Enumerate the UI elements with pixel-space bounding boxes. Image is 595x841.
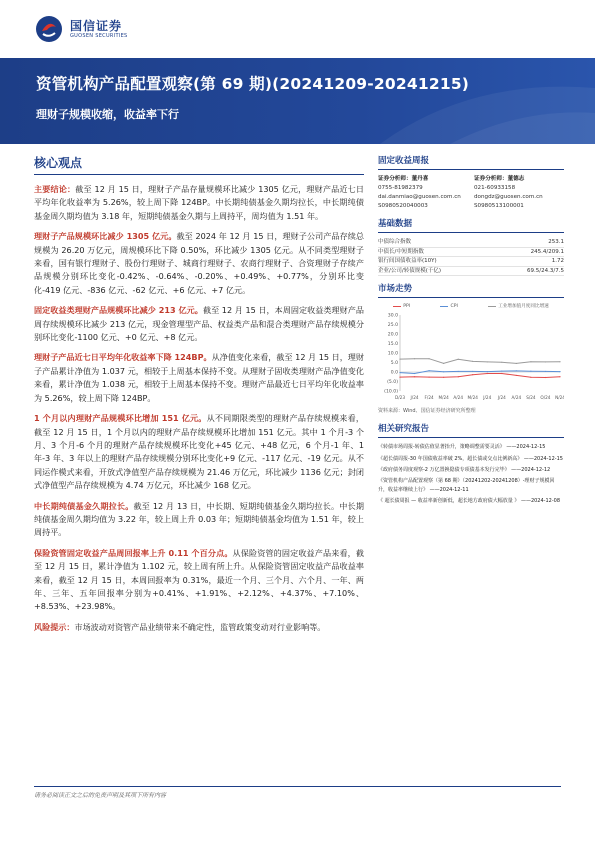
title-banner <box>0 58 595 144</box>
analyst-name: 证券分析师：董丹喜 <box>378 176 429 182</box>
x-tick-label: A/24 <box>453 395 463 401</box>
metric-label: 中债长/中短期指数 <box>378 248 424 255</box>
paragraph-body: 从不同期限类型的理财产品存续规模来看，截至 12 月 15 日，1 个月以内的理财产品存续规模环比增加 151 亿元。其中 1 个月-3 个月、3 个月-6 个月的理财产品存续规模环比变化+45 亿元、+48 亿元，6 个月-1 年、1 年-3 年、3 年以上的理财产品存续规模分别环比变化+9 亿元、-117 亿元、-19 亿元。从不同运作模式来看，开放式净值型产品存续规模为 21.46 万亿元，环比减少 1136 亿元；封闭式净值型产品存续规模为 4.74 万亿元，环比减少 168 亿元。 <box>34 413 364 491</box>
y-tick-label: 25.0 <box>387 323 398 329</box>
core-view-paragraph <box>34 621 364 634</box>
report-subtitle: 理财子规模收缩，收益率下行 <box>36 108 179 121</box>
series-point <box>487 362 488 363</box>
report-title: 资管机构产品配置观察(第 69 期)(20241209-20241215) <box>36 75 470 93</box>
y-tick-label: (5.0) <box>387 380 398 386</box>
metric-label: 企业/公司/转债规模(千亿) <box>378 267 441 274</box>
chart-legend <box>378 303 564 309</box>
core-view-paragraph <box>34 304 364 344</box>
paragraph-body: 截至 2024 年 12 月 15 日，理财子公司产品存续总规模为 26.20 万亿元，周规模环比下降 0.50%，环比减少 1305 亿元。从不同类型理财子来看，国有银行理财子、股份行理财子、城商行理财子、农商行理财子、合资理财子存续产品规模分别环比变化-0.42%、-0.64%、-0.20%、+0.49%、+0.77%，分别环比变化-419 亿元、-836 亿元、-62 亿元、+6 亿元、+7 亿元。 <box>34 231 364 295</box>
metric-label: 银行间国债收益率(10Y) <box>378 258 437 265</box>
series-point <box>458 359 459 360</box>
analyst-phone: 021-60933158 <box>474 185 516 191</box>
sidebar <box>378 154 564 508</box>
series-point <box>487 373 488 374</box>
series-point <box>428 377 429 378</box>
analyst-phone: 0755-81982379 <box>378 185 423 191</box>
x-tick-label: J/24 <box>497 395 506 401</box>
x-tick-label: J/24 <box>483 395 492 401</box>
paragraph-body: 截至 12 月 13 日，中长期、短期纯债基金久期均拉长。中长期纯债基金周久期均值为 3.22 年，较上周上升 0.03 年；短期纯债基金均值为 1.51 年，较上周持平。 <box>34 500 364 538</box>
series-point <box>472 374 473 375</box>
company-logo <box>34 12 174 46</box>
market-trend-heading: 市场走势 <box>378 282 564 298</box>
series-point <box>545 362 546 363</box>
related-report-link[interactable]: 《资管机构产品配置观察（第 68 期）（20241202-20241208）-理财子规模回升，收益率继续上行》 ——2024-12-11 <box>378 478 555 493</box>
paragraph-lead: 风险提示： <box>34 621 75 632</box>
series-point <box>414 377 415 378</box>
core-view-paragraph <box>34 412 364 492</box>
related-report-link[interactable]: 《 超长债周报 — 收益率新创新低，超长地方政府债大幅放量 》 ——2024-12-08 <box>378 497 561 504</box>
basic-data-table <box>378 238 564 276</box>
logo-name-cn: 国信证券 <box>70 18 123 33</box>
paragraph-body: 从净值变化来看，截至 12 月 15 日，理财子产品累计净值为 1.037 元，相较于上周基本保持不变。从理财子固收类理财产品净值变化来看，累计净值为 1.038 元，相较于上周基本保持不变。理财产品最近七日平均年化收益率为 5.26%，较上周下降 124BP。 <box>34 352 364 403</box>
analyst-cert: S0980520040003 <box>378 203 428 209</box>
metric-row <box>378 257 564 267</box>
metric-value: 69.5/24.3/7.5 <box>527 267 564 274</box>
metric-row <box>378 248 564 258</box>
series-point <box>530 371 531 372</box>
basic-data-heading: 基础数据 <box>378 217 564 233</box>
series-point <box>428 370 429 371</box>
paragraph-lead: 理财子产品规模环比减少 1305 亿元。 <box>34 231 177 242</box>
series-point <box>559 371 560 372</box>
series-point <box>399 372 400 373</box>
series-line-2 <box>400 359 560 364</box>
market-trend-svg <box>378 311 564 403</box>
series-point <box>428 358 429 359</box>
related-report-link[interactable]: 《政府债务周度观察-2 万亿置换隐债专项债基本发行完毕》 ——2024-12-12 <box>378 466 551 473</box>
y-tick-label: 10.0 <box>387 351 398 357</box>
disclaimer-note: 请务必阅读正文之后的免责声明及其项下所有内容 <box>34 792 167 799</box>
series-point <box>443 363 444 364</box>
legend-item-cpi <box>440 303 457 309</box>
legend-swatch <box>440 306 448 308</box>
metric-row <box>378 267 564 277</box>
legend-item-ppi <box>393 303 410 309</box>
y-tick-label: 30.0 <box>387 313 398 319</box>
paragraph-lead: 主要结论： <box>34 184 76 194</box>
metric-value: 253.1 <box>548 239 564 245</box>
guosen-logo-icon <box>34 14 64 44</box>
paragraph-body: 从保险资管的固定收益产品来看，截至 12 月 15 日，累计净值为 1.102 元，较上周有所上升。从保险资管固定收益产品收益率来看，截至 12 月 15 日，本周回报率为 0.31%，最近一个月、三个月、六个月、一年、两年、三年、五年回报率分别为+0.41%、+1.91%、+2.12%、+4.37%、+7.10%、+8.53%、+23.98%。 <box>34 547 364 612</box>
core-view-paragraph <box>34 500 364 540</box>
analyst-email[interactable]: dongdz@guosen.com.cn <box>474 194 543 200</box>
series-point <box>399 359 400 360</box>
legend-item-industrial <box>488 303 549 309</box>
paragraph-body: 市场波动对资管产品业绩带来不确定性，监管政策变动对行业影响等。 <box>74 621 326 632</box>
series-point <box>516 371 517 372</box>
metric-label: 中债综合指数 <box>378 239 412 245</box>
core-view-paragraph <box>34 351 364 405</box>
analyst-cert: S0980513100001 <box>474 203 524 209</box>
series-point <box>399 377 400 378</box>
related-reports-heading: 相关研究报告 <box>378 422 564 438</box>
series-point <box>501 362 502 363</box>
logo-name-en: GUOSEN SECURITIES <box>70 32 128 39</box>
footer-divider <box>34 786 561 787</box>
series-point <box>458 377 459 378</box>
x-tick-label: N/24 <box>555 395 564 401</box>
x-tick-label: O/24 <box>540 395 551 401</box>
chart-source: 资料来源：Wind、国信证券经济研究所整理 <box>378 408 476 415</box>
series-point <box>414 373 415 374</box>
series-point <box>414 358 415 359</box>
series-point <box>545 371 546 372</box>
series-point <box>458 371 459 372</box>
market-trend-chart <box>378 311 564 403</box>
x-tick-label: F/24 <box>424 395 434 401</box>
series-point <box>516 375 517 376</box>
x-tick-label: A/24 <box>511 395 522 401</box>
x-tick-label: S/24 <box>526 395 536 401</box>
legend-label: CPI <box>450 303 458 309</box>
metric-row <box>378 238 564 248</box>
legend-label: 工业增加值月度同比增速 <box>498 304 549 310</box>
report-type-heading: 固定收益周报 <box>378 154 564 170</box>
y-tick-label: 20.0 <box>387 332 398 338</box>
core-views-paragraphs <box>34 183 364 634</box>
analyst-block <box>378 175 564 211</box>
series-point <box>472 371 473 372</box>
y-tick-label: 0.0 <box>390 370 398 376</box>
core-view-paragraph <box>34 547 364 614</box>
core-views-heading: 核心观点 <box>34 154 364 175</box>
analyst-card <box>378 175 468 211</box>
core-view-paragraph <box>34 230 364 297</box>
x-tick-label: M/24 <box>467 395 478 401</box>
paragraph-lead: 保险资管固定收益产品周回报率上升 0.11 个百分点。 <box>34 547 233 558</box>
related-report-link[interactable]: 《超长债周报-30 年国债收益率破 2%，超长债或交点比例新高》 ——2024-12-15 <box>378 455 563 462</box>
x-tick-label: D/23 <box>395 395 405 401</box>
banner-decoration <box>0 58 595 144</box>
series-point <box>530 362 531 363</box>
analyst-name: 证券分析师：董德志 <box>474 176 525 182</box>
metric-value: 245.4/209.1 <box>530 248 564 255</box>
series-point <box>545 377 546 378</box>
series-line-0 <box>400 374 560 378</box>
series-point <box>530 377 531 378</box>
x-tick-label: M/24 <box>438 395 449 401</box>
metric-value: 1.72 <box>551 258 564 265</box>
series-point <box>501 373 502 374</box>
paragraph-lead: 理财子产品近七日平均年化收益率下降 124BP。 <box>34 352 212 363</box>
related-report-link[interactable]: 《转债市场周报-转债估值显著抬升，策略调整需要灵活》 ——2024-12-15 <box>378 444 546 451</box>
paragraph-lead: 1 个月以内理财产品规模环比增加 151 亿元。 <box>34 413 207 424</box>
paragraph-lead: 中长期纯债基金久期拉长。 <box>34 500 134 511</box>
series-point <box>501 371 502 372</box>
legend-swatch <box>488 306 496 308</box>
paragraph-body: 截至 12 月 15 日，理财子产品存量规模环比减少 1305 亿元，理财产品近七日平均年化收益率为 5.26%，较上周下降 124BP。中长期纯债基金久期均拉长，中长期纯债基金周久期均值为 3.18 年，短期纯债基金久期与上周持平，周均值为 1.51 年。 <box>34 184 364 221</box>
series-point <box>487 371 488 372</box>
y-tick-label: 15.0 <box>387 342 398 348</box>
analyst-email[interactable]: dai.danmiao@guosen.com.cn <box>378 194 461 200</box>
y-tick-label: 5.0 <box>390 361 398 367</box>
series-point <box>443 377 444 378</box>
core-view-paragraph <box>34 183 364 223</box>
legend-swatch <box>393 306 401 308</box>
legend-label: PPI <box>403 303 411 309</box>
core-views-section <box>34 154 364 641</box>
series-point <box>472 361 473 362</box>
analyst-card <box>474 175 564 211</box>
series-point <box>559 377 560 378</box>
series-point <box>516 363 517 364</box>
x-tick-label: J/24 <box>410 395 419 401</box>
series-point <box>559 362 560 363</box>
series-point <box>443 372 444 373</box>
paragraph-lead: 固定收益类理财产品规模环比减少 213 亿元。 <box>34 305 203 316</box>
y-tick-label: (10.0) <box>384 389 398 395</box>
paragraph-body: 截至 12 月 15 日，本周固定收益类理财产品周存续规模环比减少 213 亿元，现金管理型产品、权益类产品和混合类理财产品存续规模分别环比变化-1100 亿元、+0 亿元、+8 亿元。 <box>34 305 364 343</box>
